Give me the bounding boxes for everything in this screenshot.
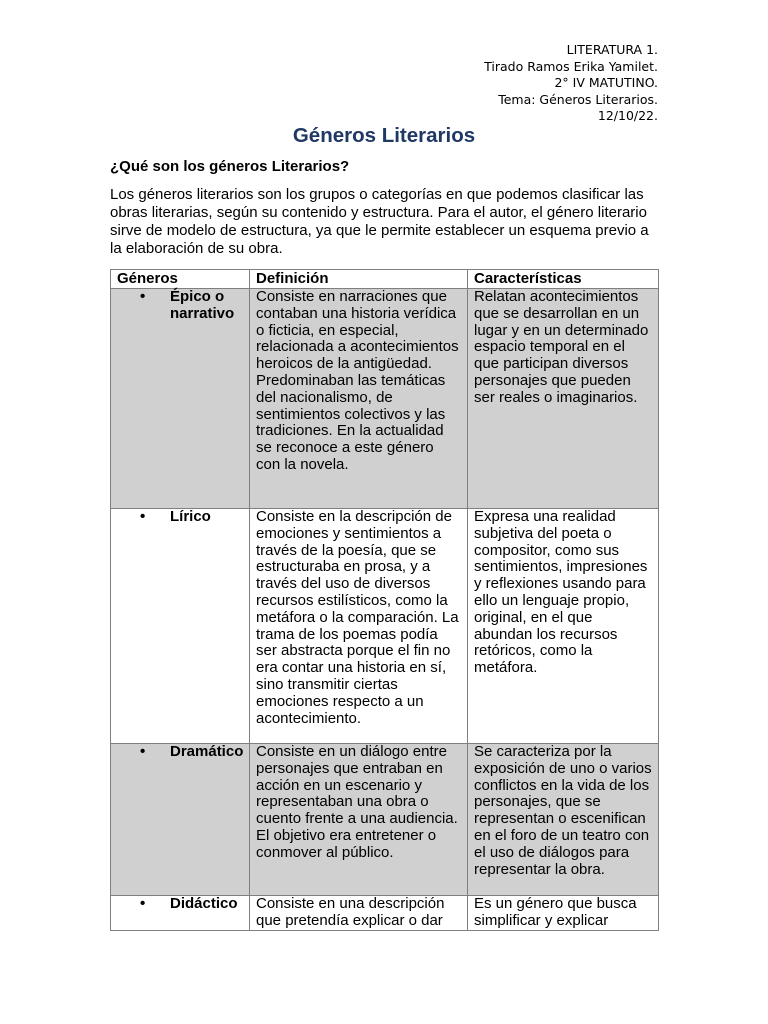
genre-name: Lírico <box>170 508 211 525</box>
definition-cell: Consiste en la descripción de emociones y sentimientos a través de la poesía, que se estructuraba en prosa, y a través del uso de diversos recursos estilísticos, como la metáfora o la comparación. La trama de los poemas podía ser abstracta porque el fin no era contar una historia en sí, sino transmitir ciertas emociones respecto a un acontecimiento. <box>250 509 468 744</box>
table-header-row <box>111 270 659 289</box>
genre-name: Épico o narrativo <box>170 288 235 322</box>
bullet-icon: • <box>140 508 146 525</box>
genre-cell <box>111 896 250 931</box>
genre-name: Didáctico <box>170 895 238 912</box>
genre-cell <box>111 744 250 896</box>
intro-paragraph: Los géneros literarios son los grupos o categorías en que podemos clasificar las obras literarias, según su contenido y estructura. Para el autor, el género literario sirve de modelo de estructura, ya que le permite establecer un esquema previo a la elaboración de su obra. <box>110 186 649 257</box>
definition-cell: Consiste en un diálogo entre personajes que entraban en acción en un escenario y representaban una obra o cuento frente a una audiencia. El objetivo era entretener o conmover al público. <box>250 744 468 896</box>
bullet-icon: • <box>140 288 146 305</box>
definition-cell: Consiste en narraciones que contaban una historia verídica o ficticia, en especial, relacionada a acontecimientos heroicos de la antigüedad. Predominaban las temáticas del nacionalismo, de sentimientos colectivos y las tradiciones. En la actualidad se reconoce a este género con la novela. <box>250 289 468 509</box>
document-header <box>484 42 658 125</box>
characteristics-cell: Se caracteriza por la exposición de uno o varios conflictos en la vida de los personajes, que se representan o escenifican en el foro de un teatro con el uso de diálogos para representar la obra. <box>468 744 659 896</box>
header-group: 2° IV MATUTINO. <box>554 75 658 90</box>
header-topic: Tema: Géneros Literarios. <box>498 91 658 107</box>
header-genres: Géneros <box>111 270 250 289</box>
characteristics-cell: Relatan acontecimientos que se desarrollan en un lugar y en un determinado espacio temporal en el que participan diversos personajes que pueden ser reales o imaginarios. <box>468 289 659 509</box>
document-title: Géneros Literarios <box>292 124 476 147</box>
header-author: Tirado Ramos Erika Yamilet. <box>484 58 658 74</box>
table-row <box>111 896 659 931</box>
genre-cell <box>111 509 250 744</box>
definition-cell: Consiste en una descripción que pretendía explicar o dar <box>250 896 468 931</box>
table-row <box>111 289 659 509</box>
section-question: ¿Qué son los géneros Literarios? <box>110 158 350 175</box>
header-definition: Definición <box>250 270 468 289</box>
characteristics-cell: Es un género que busca simplificar y explicar <box>468 896 659 931</box>
genre-name: Dramático <box>170 743 244 760</box>
header-characteristics: Características <box>468 270 659 289</box>
genre-cell <box>111 289 250 509</box>
genres-table <box>110 269 659 931</box>
header-subject: LITERATURA 1. <box>566 42 658 57</box>
table-row <box>111 509 659 744</box>
header-date: 12/10/22. <box>597 108 658 123</box>
bullet-icon: • <box>140 895 146 912</box>
table-row <box>111 744 659 896</box>
bullet-icon: • <box>140 743 146 760</box>
characteristics-cell: Expresa una realidad subjetiva del poeta o compositor, como sus sentimientos, impresiones y reflexiones usando para ello un lenguaje propio, original, en el que abundan los recursos retóricos, como la metáfora. <box>468 509 659 744</box>
